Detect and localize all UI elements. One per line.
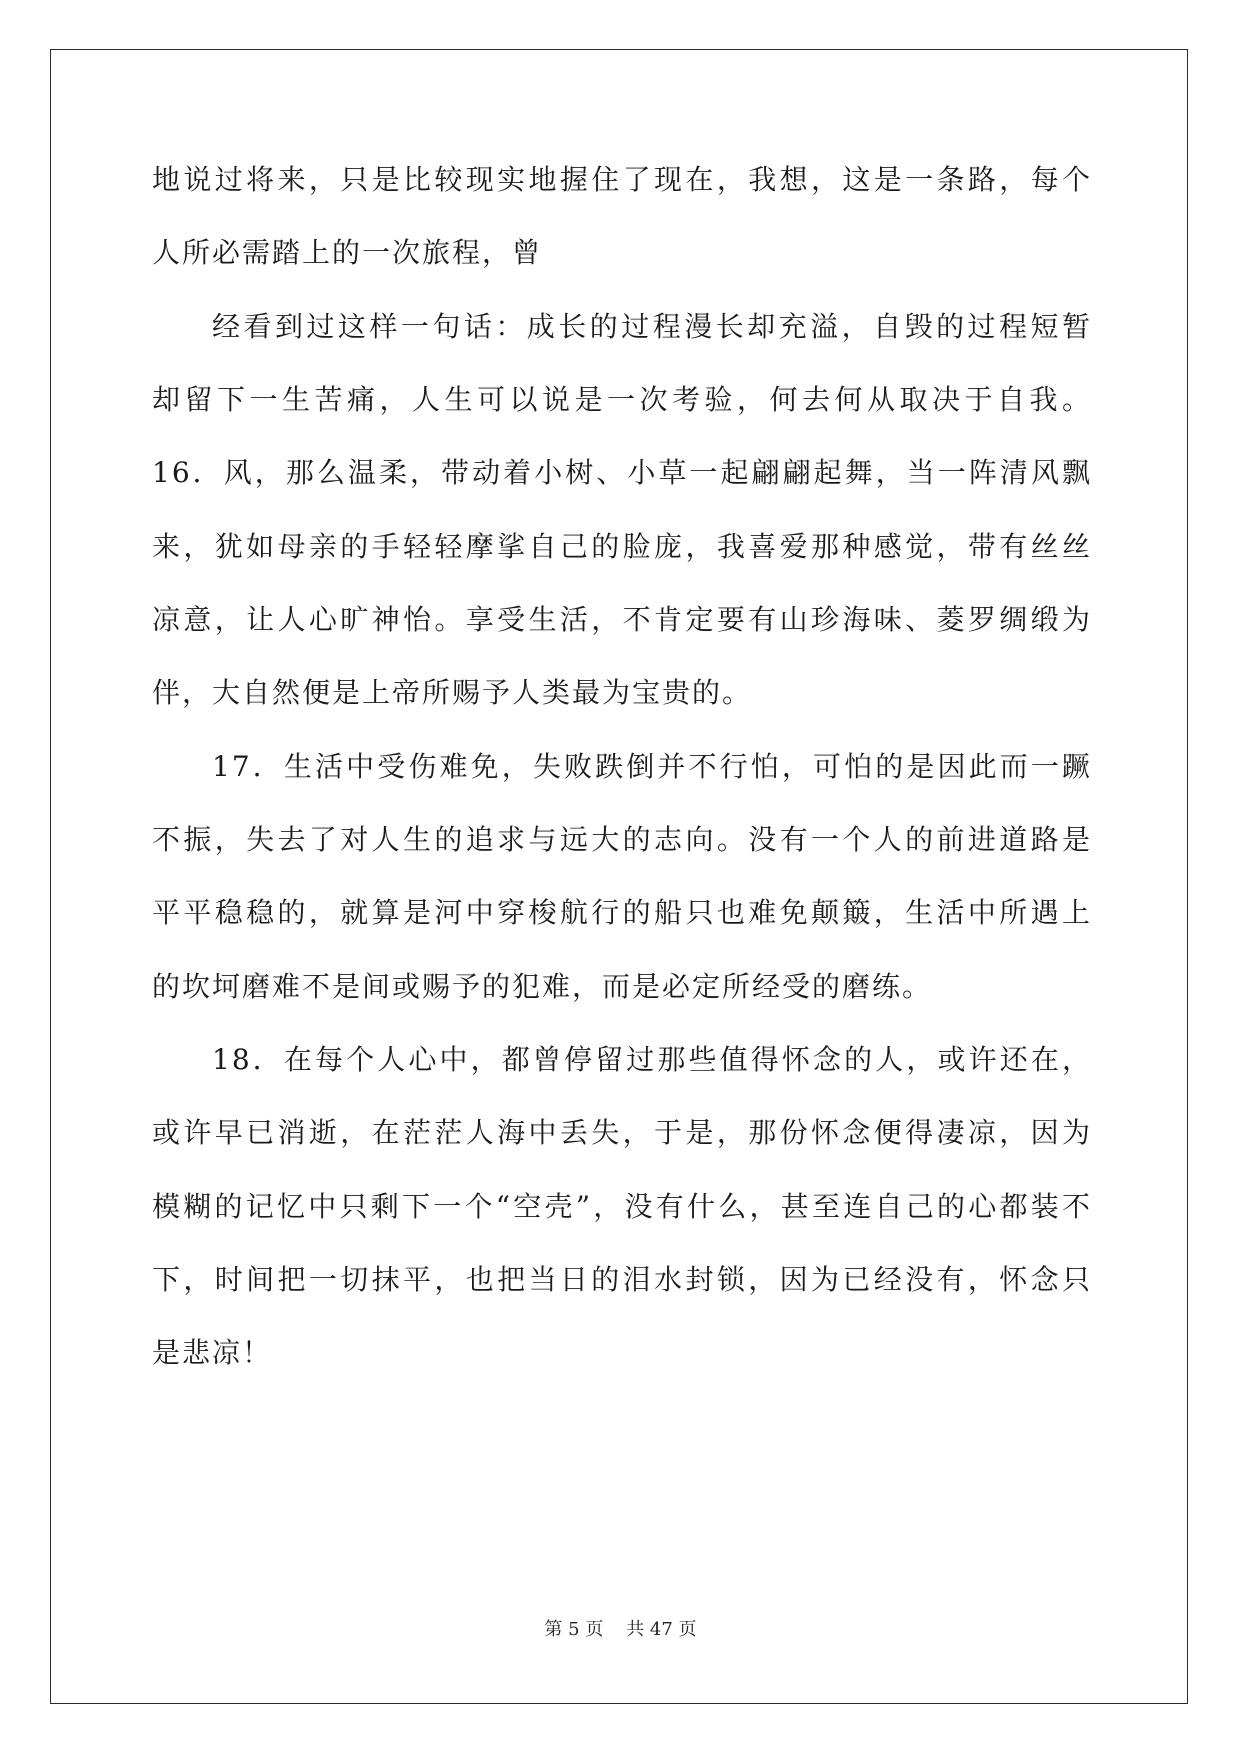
page-footer (0, 1618, 1241, 1642)
text-line: 的坎坷磨难不是间或赐予的犯难，而是必定所经受的磨练。 (152, 970, 933, 1003)
text-line: 或许早已消逝，在茫茫人海中丢失，于是，那份怀念便得凄凉，因为 (152, 1116, 1092, 1149)
text-line: 经看到过这样一句话：成长的过程漫长却充溢，自毁的过程短暂 (212, 310, 1092, 343)
text-line: 却留下一生苦痛，人生可以说是一次考验，何去何从取决于自我。 (152, 383, 1092, 416)
page-number: 第 5 页 共 47 页 (544, 1619, 697, 1640)
text-line: 不振，失去了对人生的追求与远大的志向。没有一个人的前进道路是 (152, 823, 1092, 856)
text-line: 人所必需踏上的一次旅程，曾 (152, 236, 543, 269)
page-border (50, 49, 1188, 1704)
text-line: 来，犹如母亲的手轻轻摩挲自己的脸庞，我喜爱那种感觉，带有丝丝 (152, 530, 1092, 563)
text-line: 地说过将来，只是比较现实地握住了现在，我想，这是一条路，每个 (152, 163, 1092, 196)
text-line: 伴，大自然便是上帝所赐予人类最为宝贵的。 (152, 676, 753, 709)
text-line: 17．生活中受伤难免，失败跌倒并不行怕，可怕的是因此而一蹶 (212, 750, 1092, 783)
text-line: 凉意，让人心旷神怡。享受生活，不肯定要有山珍海味、菱罗绸缎为 (152, 603, 1092, 636)
text-line: 16．风，那么温柔，带动着小树、小草一起翩翩起舞，当一阵清风飘 (152, 456, 1092, 489)
text-line: 模糊的记忆中只剩下一个“空壳”，没有什么，甚至连自己的心都装不 (152, 1190, 1092, 1223)
text-line: 平平稳稳的，就算是河中穿梭航行的船只也难免颠簸，生活中所遇上 (152, 896, 1092, 929)
text-line: 下，时间把一切抹平，也把当日的泪水封锁，因为已经没有，怀念只 (152, 1263, 1092, 1296)
text-line: 18．在每个人心中，都曾停留过那些值得怀念的人，或许还在， (212, 1043, 1092, 1076)
text-line: 是悲凉！ (152, 1336, 273, 1369)
